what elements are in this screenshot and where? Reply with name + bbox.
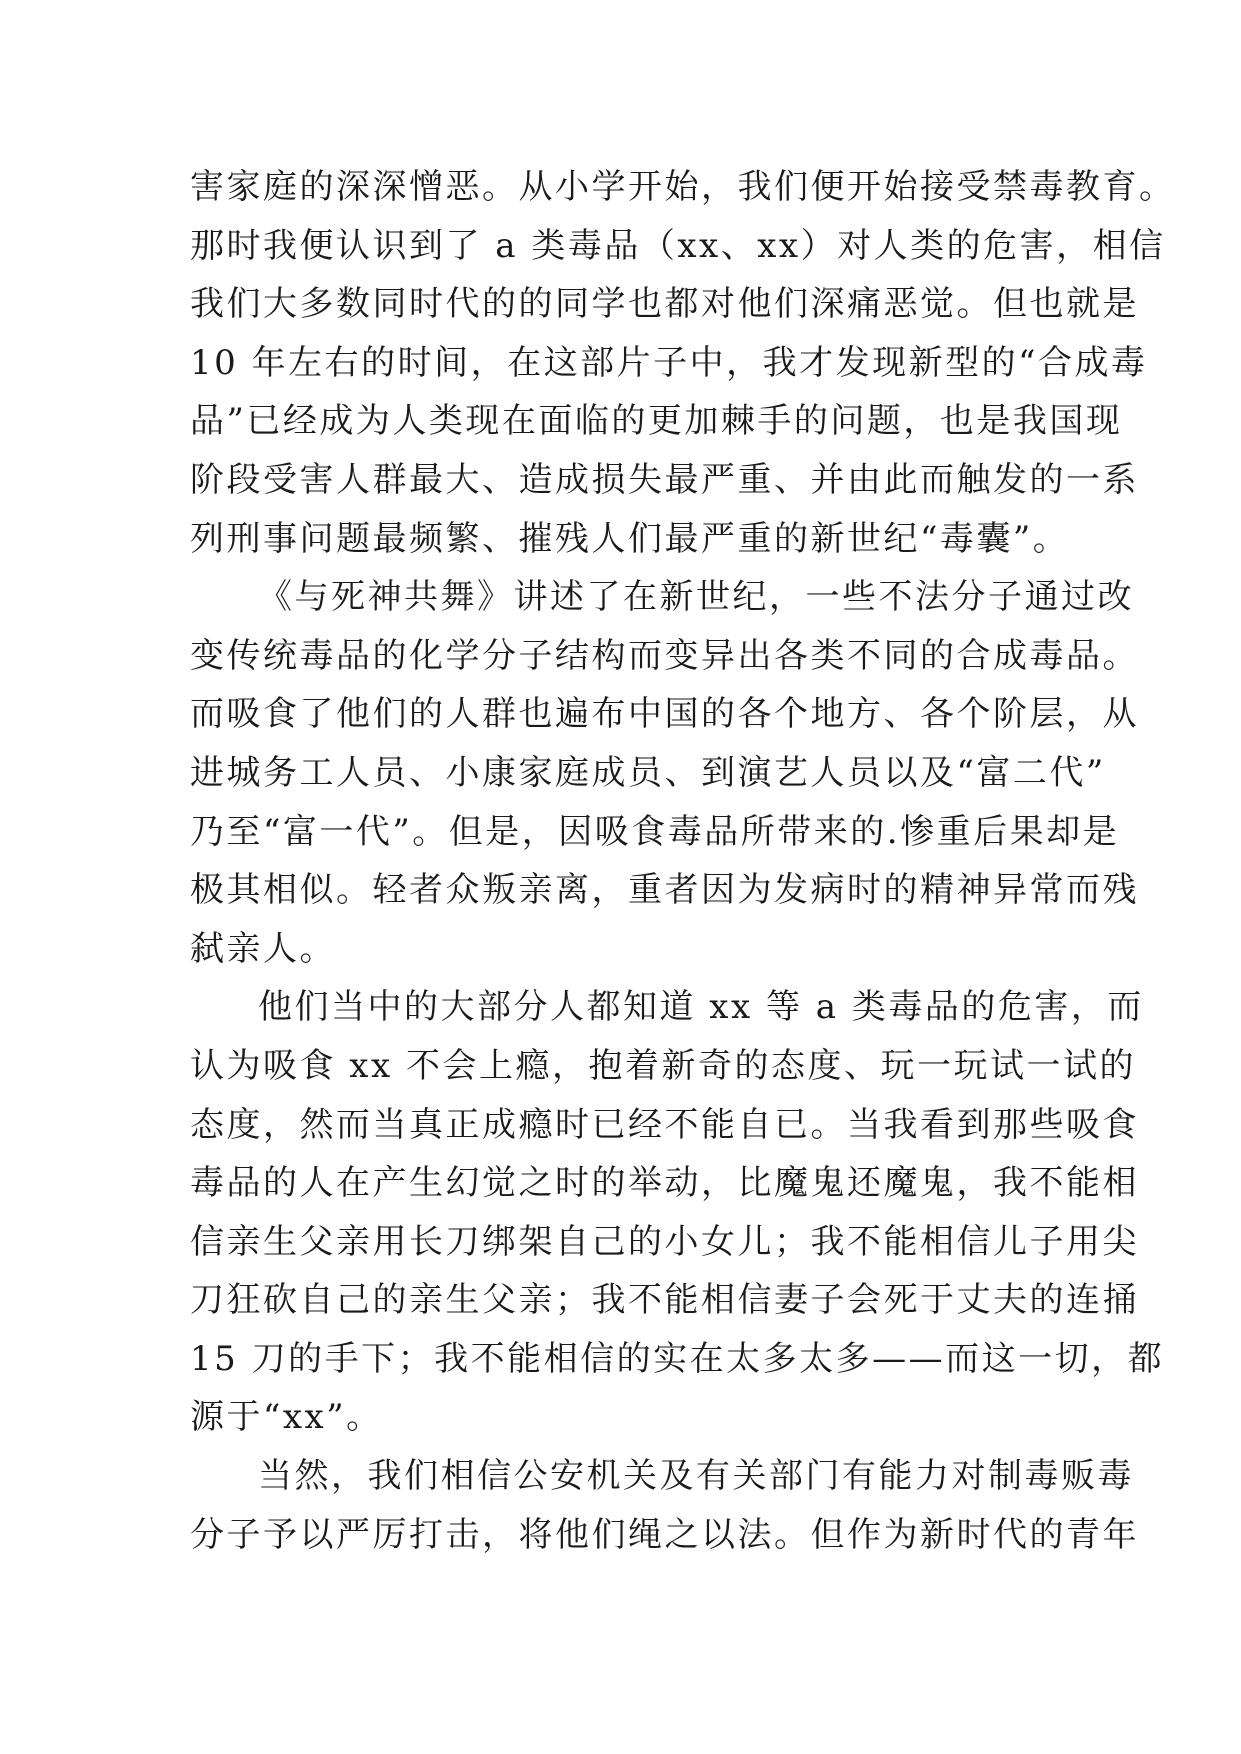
text-line: 信亲生父亲用长刀绑架自己的小女儿；我不能相信儿子用尖 [190,1221,1139,1262]
paragraph-1 [190,158,1176,568]
text-line: 阶段受害人群最大、造成损失最严重、并由此而触发的一系 [190,459,1139,500]
paragraph-2 [190,568,1139,978]
document-body [190,158,1176,1564]
text-line: 乃至“富一代”。但是，因吸食毒品所带来的.惨重后果却是 [190,811,1120,852]
text-line: 他们当中的大部分人都知道 xx 等 a 类毒品的危害，而 [258,987,1144,1028]
text-line: 当然，我们相信公安机关及有关部门有能力对制毒贩毒 [258,1456,1134,1497]
text-line: 认为吸食 xx 不会上瘾，抱着新奇的态度、玩一玩试一试的 [190,1045,1136,1086]
text-line: 15 刀的手下；我不能相信的实在太多太多——而这一切，都 [190,1338,1165,1379]
text-line: 分子予以严厉打击，将他们绳之以法。但作为新时代的青年 [190,1514,1139,1555]
text-line: 刀狂砍自己的亲生父亲；我不能相信妻子会死于丈夫的连捅 [190,1280,1139,1321]
text-line: 我们大多数同时代的的同学也都对他们深痛恶觉。但也就是 [190,284,1139,325]
text-line: 10 年左右的时间，在这部片子中，我才发现新型的“合成毒 [190,342,1148,383]
text-line: 弑亲人。 [190,928,336,969]
paragraph-4 [190,1447,1139,1564]
text-line: 而吸食了他们的人群也遍布中国的各个地方、各个阶层，从 [190,694,1139,735]
text-line: 态度，然而当真正成瘾时已经不能自已。当我看到那些吸食 [190,1104,1139,1145]
text-line: 品”已经成为人类现在面临的更加棘手的问题，也是我国现 [190,401,1123,442]
text-line: 害家庭的深深憎恶。从小学开始，我们便开始接受禁毒教育。 [190,167,1176,207]
paragraph-3 [190,978,1165,1447]
text-line: 那时我便认识到了 a 类毒品（xx、xx）对人类的危害，相信 [190,225,1166,266]
text-line: 源于“xx”。 [190,1397,383,1438]
text-line: 《与死神共舞》讲述了在新世纪，一些不法分子通过改 [258,577,1134,618]
text-line: 极其相似。轻者众叛亲离，重者因为发病时的精神异常而残 [190,870,1139,911]
text-line: 进城务工人员、小康家庭成员、到演艺人员以及“富二代” [190,752,1106,793]
text-line: 毒品的人在产生幻觉之时的举动，比魔鬼还魔鬼，我不能相 [190,1163,1139,1204]
text-line: 列刑事问题最频繁、摧残人们最严重的新世纪“毒囊”。 [190,518,1070,559]
text-line: 变传统毒品的化学分子结构而变异出各类不同的合成毒品。 [190,635,1139,676]
